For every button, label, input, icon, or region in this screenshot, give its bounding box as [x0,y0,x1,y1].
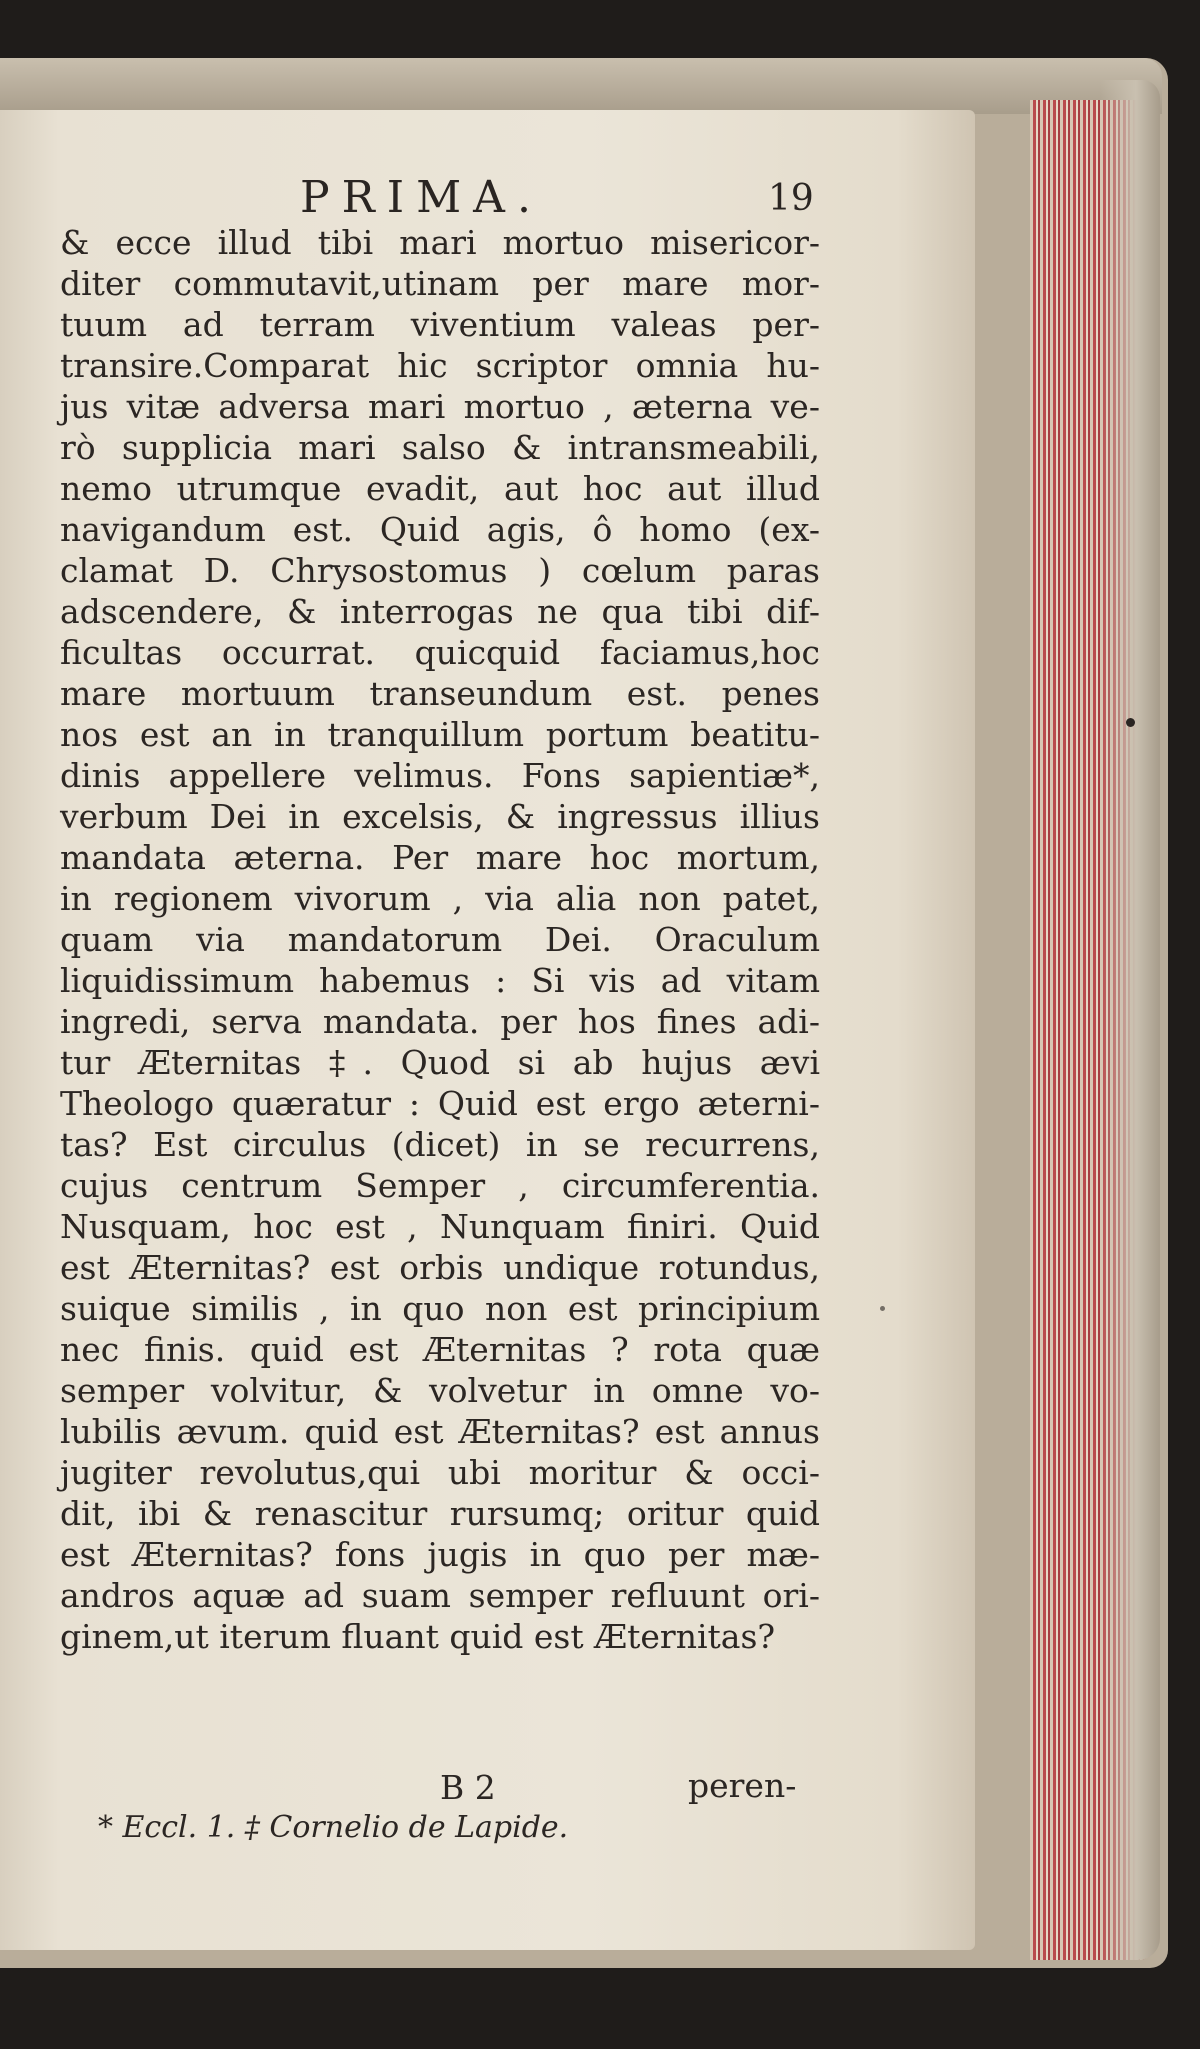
book-top-edge [0,58,1162,114]
text-line: tur Æternitas ‡. Quod si ab hujus ævi [60,1043,820,1082]
text-line: jugiter revolutus,qui ubi moritur & occi- [60,1453,820,1492]
text-line: nos est an in tranquillum portum beatitu- [60,715,820,754]
footnote: * Eccl. 1. ‡ Cornelio de Lapide. [98,1810,569,1845]
ink-spot-icon [1126,718,1135,727]
text-line: tas? Est circulus (dicet) in se recurrens, [60,1125,820,1164]
text-line: dit, ibi & renascitur rursumq; oritur quid [60,1494,820,1533]
text-line: mandata æterna. Per mare hoc mortum, [60,838,820,877]
text-line: navigandum est. Quid agis, ô homo (ex- [60,510,820,549]
text-line: cujus centrum Semper , circumferentia. [60,1166,820,1205]
text-line: Nusquam, hoc est , Nunquam finiri. Quid [60,1207,820,1246]
text-line: transire.Comparat hic scriptor omnia hu- [60,346,820,385]
text-line: adscendere, & interrogas ne qua tibi dif- [60,592,820,631]
text-line: jus vitæ adversa mari mortuo , æterna ve- [60,387,820,426]
text-line: est Æternitas? fons jugis in quo per mæ- [60,1535,820,1574]
text-line: est Æternitas? est orbis undique rotundus, [60,1248,820,1287]
text-line: dinis appellere velimus. Fons sapientiæ*, [60,756,820,795]
text-line: & ecce illud tibi mari mortuo misericor- [60,223,820,262]
page-number: 19 [768,178,814,219]
text-line: ficultas occurrat. quicquid faciamus,hoc [60,633,820,672]
text-line: quam via mandatorum Dei. Oraculum [60,920,820,959]
text-line: liquidissimum habemus : Si vis ad vitam [60,961,820,1000]
text-line: tuum ad terram viventium valeas per- [60,305,820,344]
text-line: ingredi, serva mandata. per hos fines adi- [60,1002,820,1041]
text-line: verbum Dei in excelsis, & ingressus illius [60,797,820,836]
ink-speck-icon [880,1306,885,1311]
text-line: diter commutavit,utinam per mare mor- [60,264,820,303]
text-line: mare mortuum transeundum est. penes [60,674,820,713]
running-header: PRIMA. [300,172,543,223]
text-line: Theologo quæratur : Quid est ergo æterni- [60,1084,820,1123]
text-line: rò supplicia mari salso & intransmeabili, [60,428,820,467]
text-line: nemo utrumque evadit, aut hoc aut illud [60,469,820,508]
book-cover-edge [1100,80,1160,1960]
catchword: peren- [688,1766,797,1805]
text-line: nec finis. quid est Æternitas ? rota quæ [60,1330,820,1369]
text-line: clamat D. Chrysostomus ) cœlum paras [60,551,820,590]
text-line: in regionem vivorum , via alia non patet, [60,879,820,918]
body-text [60,222,820,1657]
text-line: ginem,ut iterum fluant quid est Æternitas? [60,1617,776,1656]
signature-mark: B 2 [440,1768,496,1807]
text-line: semper volvitur, & volvetur in omne vo- [60,1371,820,1410]
text-line: suique similis , in quo non est principium [60,1289,820,1328]
text-line: andros aquæ ad suam semper refluunt ori- [60,1576,820,1615]
text-line: lubilis ævum. quid est Æternitas? est annus [60,1412,820,1451]
